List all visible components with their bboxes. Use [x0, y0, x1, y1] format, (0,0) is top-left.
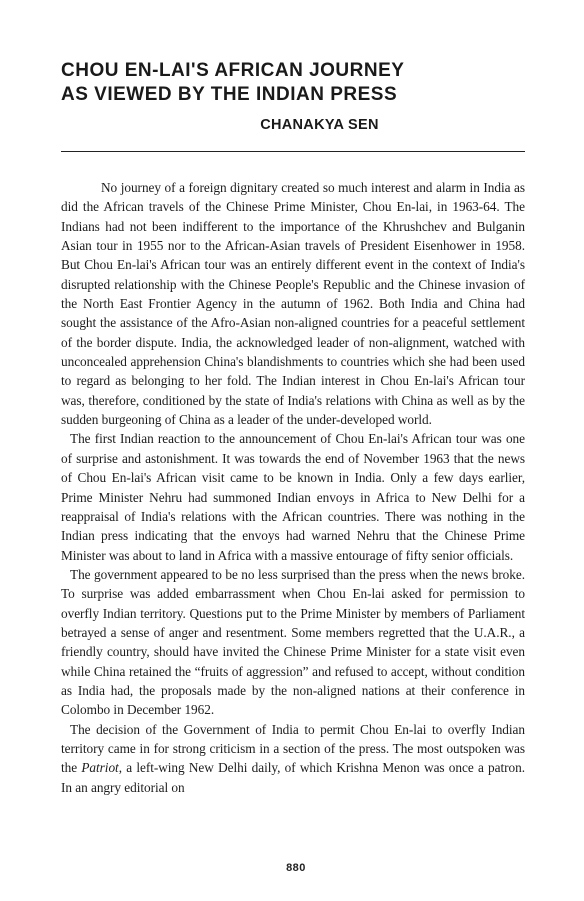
paragraph-text-continued: , a left-wing New Delhi daily, of which Krishna Menon was once a patron. In an angry editorial on — [61, 760, 526, 795]
article-title-line-1: CHOU EN-LAI'S AFRICAN JOURNEY — [61, 60, 405, 81]
paragraph-text: The first Indian reaction to the announcement of Chou En-lai's African tour was one of surprise and astonishment. It was towards the end of November 1963 that the news of Chou En-lai's African visit came to be known in India. Only a few days earlier, Prime Minister Nehru had summoned Indian envoys in Africa to New Delhi for a reappraisal of India's relations with the African countries. There was nothing in the Indian press indicating that the envoys had warned Nehru that the Chinese Prime Minister was about to land in Africa with a massive entourage of fifty senior officials. — [61, 431, 525, 563]
paragraph-text: No journey of a foreign dignitary created so much interest and alarm in India as did the African travels of the Chinese Prime Minister, Chou En-lai, in 1963-64. The Indians had not been indifferent to the importance of the Khrushchev and Bulganin Asian tour in 1955 nor to the African-Asian travels of President Eisenhower in 1958. But Chou En-lai's African tour was an entirely different event in the context of India's disrupted relationship with the Chinese People's Republic and the Chinese invasion of the North East Frontier Agency in the autumn of 1962. Both India and China had sought the assistance of the Afro-Asian non-aligned countries for a peaceful settlement of the border dispute. India, the acknowledged leader of non-alignment, watched with unconcealed apprehension China's blandishments to countries which she had been used to regard as belonging to her fold. The Indian interest in Chou En-lai's African tour was, therefore, conditioned by the state of India's relations with China as well as by the sudden burgeoning of China as a leader of the under-developed world. — [61, 180, 525, 428]
title-divider-rule — [61, 151, 525, 152]
body-paragraph — [61, 720, 525, 797]
paragraph-text: The decision of the Government of India to permit Chou En-lai to overfly Indian territory came in for strong criticism in a section of the press. The most outspoken was the — [61, 721, 525, 776]
author-byline: CHANAKYA SEN — [260, 117, 379, 133]
article-body — [61, 178, 525, 797]
article-title-line-2: AS VIEWED BY THE INDIAN PRESS — [61, 84, 398, 105]
page-number: 880 — [286, 862, 306, 874]
body-paragraph — [61, 429, 525, 564]
newspaper-name-patriot: Patriot — [81, 760, 119, 776]
body-paragraph — [61, 565, 525, 720]
paragraph-text: The government appeared to be no less surprised than the press when the news broke. To surprise was added embarrassment when Chou En-lai asked for permission to overfly Indian territory. Questions put to the Prime Minister by members of Parliament betrayed a sense of anger and resentment. Some members regretted that the U.A.R., a friendly country, should have invited the Chinese Prime Minister for a state visit even while China retained the “fruits of aggression” and refused to accept, without condition as India had, the proposals made by the non-aligned nations at their conference in Colombo in December 1962. — [61, 566, 525, 718]
body-paragraph — [61, 178, 525, 429]
